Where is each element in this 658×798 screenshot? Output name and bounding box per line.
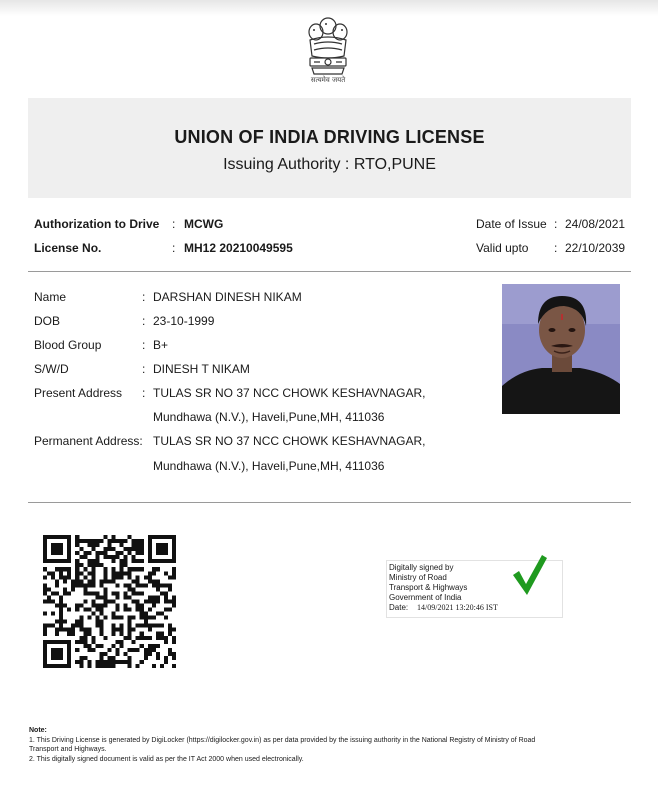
colon: : — [172, 241, 176, 255]
name-label: Name — [34, 290, 67, 304]
date-of-issue-label: Date of Issue — [476, 217, 547, 231]
colon: : — [142, 362, 146, 376]
note-2: 2. This digitally signed document is valid as per the IT Act 2000 when used electronically. — [29, 756, 304, 763]
colon: : — [142, 386, 146, 400]
present-address-label: Present Address — [34, 386, 123, 400]
date-of-issue-value: 24/08/2021 — [565, 217, 626, 231]
colon: : — [142, 314, 146, 328]
dob-label: DOB — [34, 314, 61, 328]
checkmark-icon — [511, 553, 547, 597]
swd-value: DINESH T NIKAM — [153, 362, 250, 376]
signature-date-label: Date: — [389, 603, 409, 612]
valid-upto-label: Valid upto — [476, 241, 529, 255]
dob-value: 23-10-1999 — [153, 314, 215, 328]
permanent-address-line2: Mundhawa (N.V.), Haveli,Pune,MH, 411036 — [153, 459, 385, 473]
license-no-label: License No. — [34, 241, 102, 255]
present-address-line2: Mundhawa (N.V.), Haveli,Pune,MH, 411036 — [153, 410, 385, 424]
signature-line: Digitally signed by — [389, 563, 454, 572]
permanent-address-label: Permanent Address: — [34, 434, 143, 448]
document-title: UNION OF INDIA DRIVING LICENSE — [174, 127, 485, 147]
permanent-address-line1: TULAS SR NO 37 NCC CHOWK KESHAVNAGAR, — [153, 434, 426, 448]
note-1: 1. This Driving License is generated by DigiLocker (https://digilocker.gov.in) as per data provided by the issuing authority in the National Registry of Ministry of Road — [29, 737, 536, 744]
swd-label: S/W/D — [34, 362, 69, 376]
divider — [28, 271, 631, 272]
license-no-value: MH12 20210049595 — [184, 241, 293, 255]
signature-line: Government of India — [389, 593, 462, 602]
note-heading: Note: — [29, 727, 47, 734]
colon: : — [172, 217, 176, 231]
signature-line: Ministry of Road — [389, 573, 447, 582]
colon: : — [554, 217, 558, 231]
title-banner — [28, 98, 631, 198]
colon: : — [142, 290, 146, 304]
colon: : — [554, 241, 558, 255]
signature-date-value: 14/09/2021 13:20:46 IST — [417, 603, 498, 612]
holder-photo — [502, 284, 620, 414]
authorization-label: Authorization to Drive — [34, 217, 160, 231]
valid-upto-value: 22/10/2039 — [565, 241, 626, 255]
signature-line: Transport & Highways — [389, 583, 468, 592]
qr-code-icon — [43, 535, 176, 668]
note-1-continued: Transport and Highways. — [29, 746, 107, 753]
issuing-authority: Issuing Authority : RTO,PUNE — [223, 156, 436, 173]
name-value: DARSHAN DINESH NIKAM — [153, 290, 302, 304]
colon: : — [142, 338, 146, 352]
present-address-line1: TULAS SR NO 37 NCC CHOWK KESHAVNAGAR, — [153, 386, 426, 400]
emblem-motto: सत्यमेव जयते — [310, 76, 346, 84]
authorization-value: MCWG — [184, 217, 224, 231]
divider — [28, 502, 631, 503]
blood-group-label: Blood Group — [34, 338, 102, 352]
blood-group-value: B+ — [153, 338, 169, 352]
